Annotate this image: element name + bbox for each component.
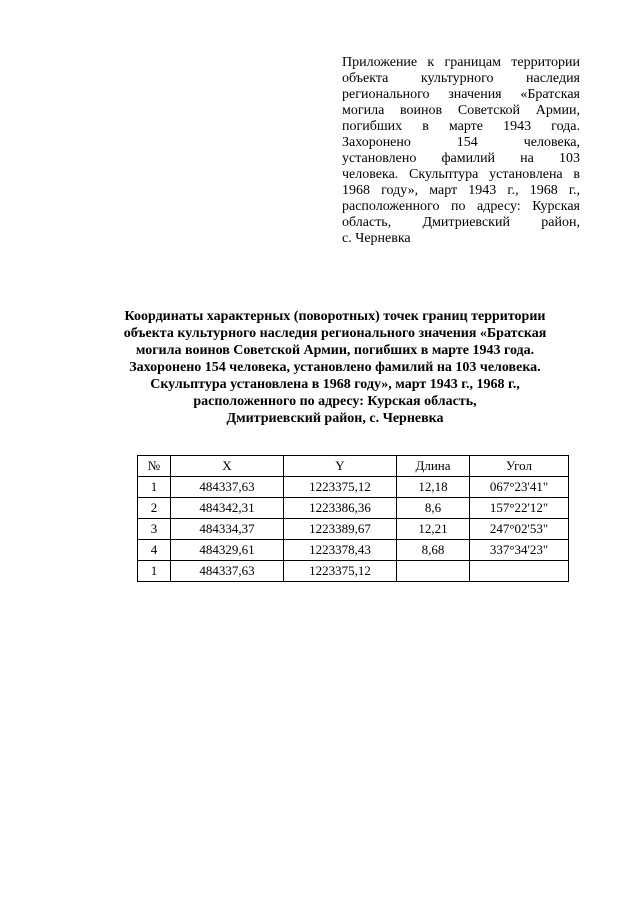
coordinates-table — [137, 455, 569, 582]
column-header-angle: Угол — [470, 456, 569, 477]
appendix-note-line: регионального значения «Братская — [342, 87, 580, 102]
cell-length: 8,68 — [397, 540, 470, 561]
appendix-note-line: установлено фамилий на 103 — [342, 151, 580, 166]
heading-line: могила воинов Советской Армии, погибших в марте 1943 года. — [135, 343, 535, 358]
appendix-note-line: расположенного по адресу: Курская — [342, 199, 580, 214]
cell-angle: 157°22'12" — [470, 498, 569, 519]
table-row — [138, 477, 569, 498]
cell-angle: 247°02'53" — [470, 519, 569, 540]
heading-line: Захоронено 154 человека, установлено фамилий на 103 человека. — [129, 360, 541, 375]
table-row — [138, 540, 569, 561]
table-row — [138, 519, 569, 540]
cell-x: 484337,63 — [171, 477, 284, 498]
cell-angle: 337°34'23" — [470, 540, 569, 561]
cell-number: 1 — [138, 477, 171, 498]
heading-line: расположенного по адресу: Курская область, — [193, 394, 477, 409]
appendix-note-line: погибших в марте 1943 года. — [342, 119, 580, 134]
table-row — [138, 498, 569, 519]
cell-number: 1 — [138, 561, 171, 582]
appendix-note-line: с. Черневка — [342, 231, 411, 246]
cell-y: 1223389,67 — [284, 519, 397, 540]
appendix-note-line: человека. Скульптура установлена в — [342, 167, 580, 182]
table-row — [138, 561, 569, 582]
appendix-note-line: Приложение к границам территории — [342, 55, 580, 70]
cell-length — [397, 561, 470, 582]
cell-number: 3 — [138, 519, 171, 540]
cell-y: 1223375,12 — [284, 561, 397, 582]
cell-x: 484334,37 — [171, 519, 284, 540]
appendix-note-line: область, Дмитриевский район, — [342, 215, 580, 230]
cell-y: 1223386,36 — [284, 498, 397, 519]
document-heading — [95, 308, 575, 427]
cell-y: 1223378,43 — [284, 540, 397, 561]
appendix-note-line: могила воинов Советской Армии, — [342, 103, 580, 118]
heading-line: Скульптура установлена в 1968 году», март 1943 г., 1968 г., — [150, 377, 520, 392]
appendix-note — [342, 55, 580, 247]
cell-length: 12,21 — [397, 519, 470, 540]
column-header-x: X — [171, 456, 284, 477]
column-header-y: Y — [284, 456, 397, 477]
cell-angle — [470, 561, 569, 582]
cell-number: 2 — [138, 498, 171, 519]
cell-angle: 067°23'41" — [470, 477, 569, 498]
heading-line: объекта культурного наследия регионального значения «Братская — [123, 326, 547, 341]
column-header-length: Длина — [397, 456, 470, 477]
table-header-row — [138, 456, 569, 477]
cell-x: 484329,61 — [171, 540, 284, 561]
heading-line: Дмитриевский район, с. Черневка — [226, 411, 444, 426]
cell-x: 484337,63 — [171, 561, 284, 582]
column-header-number: № — [138, 456, 171, 477]
cell-y: 1223375,12 — [284, 477, 397, 498]
cell-number: 4 — [138, 540, 171, 561]
cell-length: 8,6 — [397, 498, 470, 519]
cell-length: 12,18 — [397, 477, 470, 498]
heading-line: Координаты характерных (поворотных) точек границ территории — [124, 309, 546, 324]
appendix-note-line: объекта культурного наследия — [342, 71, 580, 86]
appendix-note-line: 1968 году», март 1943 г., 1968 г., — [342, 183, 580, 198]
appendix-note-line: Захоронено 154 человека, — [342, 135, 580, 150]
cell-x: 484342,31 — [171, 498, 284, 519]
